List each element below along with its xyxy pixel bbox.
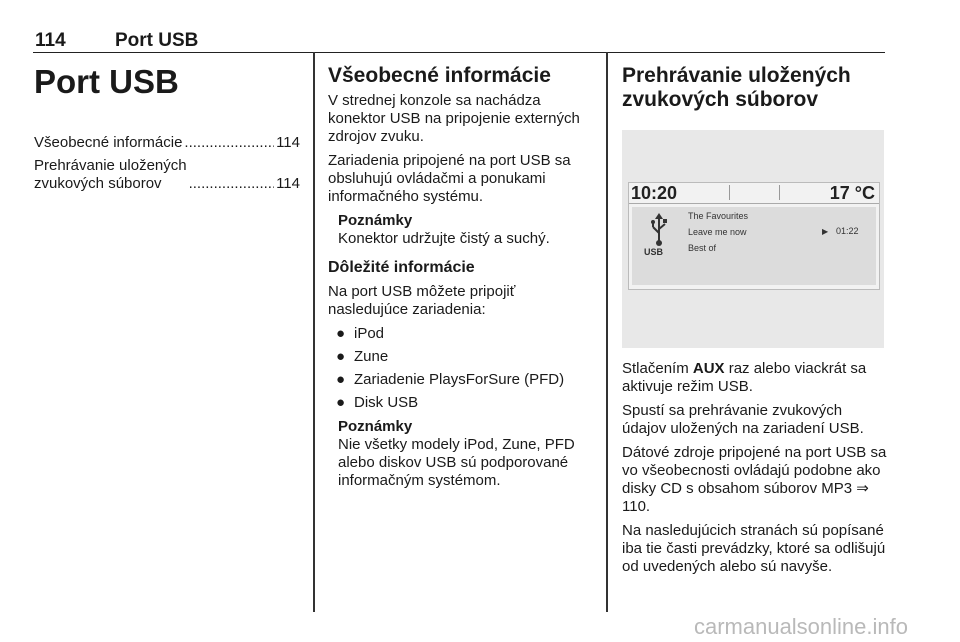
column-divider [606, 52, 608, 612]
toc-entry-label: Všeobecné informácie [34, 134, 183, 151]
toc-entry[interactable] [34, 134, 300, 152]
bullet-icon: ● [336, 394, 346, 411]
subsection-heading: Dôležité informácie [328, 259, 475, 276]
note-box [338, 418, 594, 490]
column-playback [622, 52, 888, 582]
display-temperature: 17 °C [829, 183, 875, 203]
watermark: carmanualsonline.info [693, 614, 908, 639]
list-item [328, 371, 594, 389]
note-text: Konektor udržujte čistý a suchý. [338, 230, 550, 247]
paragraph-text: raz alebo viackrát sa aktivuje režim USB. [622, 360, 867, 395]
toc-entry[interactable] [34, 157, 300, 193]
note-text: Nie všetky modely iPod, Zune, PFD alebo diskov USB sú podporované informačným systémom. [338, 436, 575, 489]
paragraph: Na nasledujúcich stranách sú popísané iba tie časti prevádzky, ktoré sa odlišujú od uvedených alebo sú navyše. [622, 522, 886, 575]
note-box [338, 212, 594, 248]
usb-icon [650, 213, 668, 247]
column-divider [313, 52, 315, 612]
device-list [328, 325, 594, 412]
list-item [328, 348, 594, 366]
display-separator [779, 185, 780, 200]
display-separator [729, 185, 730, 200]
chapter-title: Port USB [34, 63, 179, 100]
list-item [328, 394, 594, 412]
paragraph: Spustí sa prehrávanie zvukových údajov uložených na zariadení USB. [622, 402, 864, 437]
paragraph [622, 360, 888, 396]
display-play-time: 01:22 [836, 226, 859, 236]
display-source-label: USB [644, 247, 664, 257]
note-title: Poznámky [338, 212, 413, 229]
section-heading: Všeobecné informácie [328, 64, 551, 87]
display-panel [632, 207, 876, 285]
display-illustration [622, 130, 884, 348]
toc-entry-page: 114 [276, 134, 300, 151]
list-item-text: Disk USB [354, 394, 419, 411]
bullet-icon: ● [336, 348, 346, 365]
note-title: Poznámky [338, 418, 413, 435]
list-item [328, 325, 594, 343]
bullet-icon: ● [336, 325, 346, 342]
list-item-text: Zariadenie PlaysForSure (PFD) [354, 371, 565, 388]
display-track: The Favourites [688, 211, 749, 221]
list-item-text: Zune [354, 348, 389, 365]
page-header [33, 28, 885, 53]
play-icon: ▶ [822, 227, 829, 236]
page-number: 114 [35, 30, 66, 51]
toc-leader [189, 175, 274, 193]
column-toc [34, 52, 300, 198]
paragraph: Na port USB môžete pripojiť nasledujúce zariadenia: [328, 283, 516, 318]
header-section-title: Port USB [115, 30, 199, 51]
toc-entry-label: Prehrávanie uložených zvukových súborov [34, 157, 187, 192]
list-item-text: iPod [354, 325, 385, 342]
toc-leader [184, 134, 274, 152]
bullet-icon: ● [336, 371, 346, 388]
display-time: 10:20 [631, 183, 678, 203]
column-general-info [328, 52, 594, 498]
lcd-display [628, 182, 880, 290]
paragraph: Dátové zdroje pripojené na port USB sa vo všeobecnosti ovládajú podobne ako disky CD s obsahom súborov MP3 ⇒ 110. [622, 444, 887, 515]
display-track: Leave me now [688, 227, 747, 237]
aux-key-label: AUX [692, 360, 725, 377]
paragraph: Zariadenia pripojené na port USB sa obsluhujú ovládačmi a ponukami informačného systému. [328, 152, 571, 205]
paragraph-text: Stlačením [622, 360, 693, 377]
paragraph: V strednej konzole sa nachádza konektor USB na pripojenie externých zdrojov zvuku. [328, 92, 580, 145]
table-of-contents [34, 134, 300, 193]
section-heading: Prehrávanie uložených zvukových súborov [622, 64, 851, 111]
toc-entry-page: 114 [276, 175, 300, 192]
display-divider [629, 203, 879, 204]
display-track: Best of [688, 243, 717, 253]
